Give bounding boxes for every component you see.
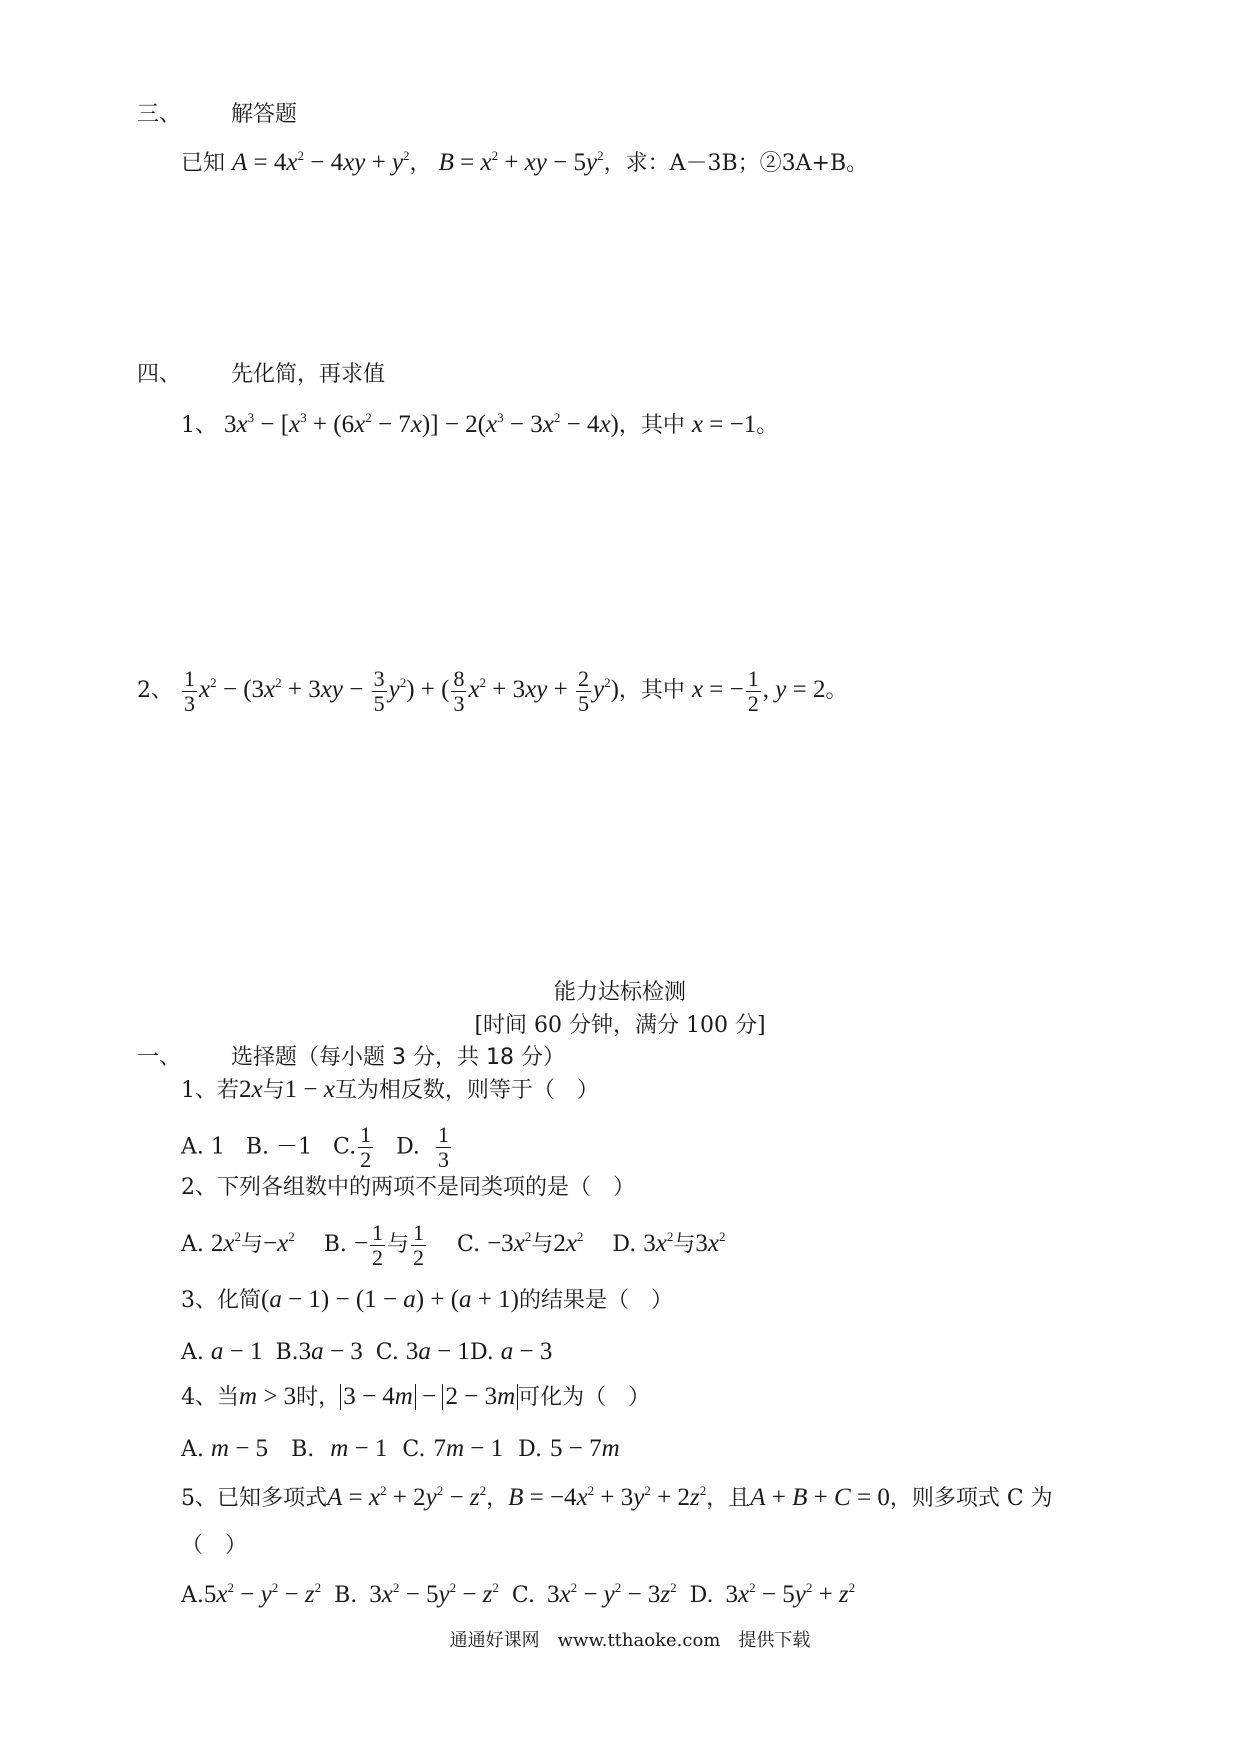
formula-2x: 2x — [239, 1076, 263, 1103]
section3-title: 解答题 — [231, 102, 298, 127]
choice-question-4 — [181, 1382, 650, 1413]
section4-number: 四、 — [137, 362, 182, 387]
option-a: A. — [181, 1232, 204, 1258]
formula-option-b: − $\frac{1}{2}$ — [353, 1220, 384, 1270]
question-text: 时， — [296, 1385, 341, 1410]
choice-question-2: 2、下列各组数中的两项不是同类项的是（ ） — [181, 1175, 635, 1200]
formula-sum: A + B + C = 0 — [750, 1484, 890, 1511]
option-b: B. — [323, 1232, 347, 1258]
choice-options-4 — [181, 1434, 620, 1465]
formula-a: $A = 4x^2 - 4xy + y^2$ — [232, 148, 410, 176]
option-b: B. — [334, 1583, 358, 1608]
footer-text: 通通好课网 www.tthaoke.com 提供下载 — [449, 1630, 811, 1651]
fraction-third: $\frac{1}{3}$ — [437, 1122, 449, 1172]
choice-options-3 — [181, 1337, 552, 1368]
question-number: 2、 — [137, 678, 173, 704]
question-text: 互为相反数，则等于（ ） — [334, 1078, 599, 1103]
formula-option-c2: $2x^2$ — [553, 1229, 584, 1258]
section3-question — [181, 148, 868, 179]
formula-option-c: 3a − 1 — [405, 1338, 470, 1365]
formula-option-a: $2x^2$ — [210, 1229, 241, 1258]
formula-option-d: 5 − 7m — [549, 1435, 620, 1462]
test-subtitle: [时间 60 分钟，满分 100 分] — [474, 1013, 766, 1038]
option-c: C. — [402, 1437, 426, 1462]
formula-option-b: m − 1 — [330, 1435, 388, 1462]
connector: 与 — [387, 1232, 410, 1258]
section3-heading — [137, 100, 297, 130]
formula-option-d: $3x^2 - 5y^2 + z^2$ — [725, 1580, 856, 1608]
formula-option-b: 3a − 3 — [298, 1338, 363, 1365]
formula-1-minus-x: 1 − x — [284, 1076, 335, 1103]
formula-q4: 3 − 4m − 2 − 3m — [340, 1383, 518, 1410]
question-text: ，且 — [706, 1486, 751, 1511]
option-c: C. — [511, 1583, 535, 1608]
formula-option-b2: $\frac{1}{2}$ — [413, 1220, 425, 1270]
formula-option-d: a − 3 — [500, 1338, 553, 1365]
formula-condition-1: x = −1 — [691, 411, 757, 438]
option-a: A. — [181, 1583, 204, 1608]
section1-heading — [137, 1043, 565, 1073]
separator: ， — [409, 151, 432, 176]
formula-expression-1: $3x^3 - [x^3 + (6x^2 - 7x)] - 2(x^3 - 3x^2 - 4x)$ — [224, 410, 619, 438]
option-c: C. — [457, 1232, 481, 1258]
choice-question-5: 5、已知多项式$A = x^2 + 2y^2 - z^2$，$B = -4x^2 + 3y^2 + 2z^2$，且A + B + C = 0，则多项式 C 为 — [181, 1483, 1053, 1511]
question-text: 的结果是（ ） — [518, 1288, 673, 1313]
choice-question-3 — [181, 1285, 673, 1316]
option-c: C. — [333, 1134, 357, 1160]
option-d: D. — [518, 1437, 542, 1462]
connector: 与 — [673, 1232, 696, 1258]
section4-question-2: 2、 $\frac{1}{3}$ $x^2 - (3x^2 + 3xy$ − $\frac{3}{5}$ $y^2$) + ( $\frac{8}{3}$ $x^2 + 3xy$ + $\frac{2}{5}$ $y^2$)，其中 x = − $\frac{1}{2}$ , y = 2。 — [137, 666, 848, 716]
question-prefix: 已知 — [181, 151, 226, 176]
option-a: A. 1 — [181, 1134, 225, 1160]
formula-option-a2: $-x^2$ — [263, 1229, 295, 1258]
section1-number: 一、 — [137, 1045, 182, 1070]
option-b: B. — [291, 1437, 315, 1462]
section1-title: 选择题（每小题 3 分，共 18 分） — [231, 1045, 565, 1070]
question-text: ，则多项式 C 为 — [889, 1486, 1053, 1511]
option-a: A. — [181, 1340, 204, 1365]
connector: 与 — [241, 1232, 264, 1258]
formula-option-d: $3x^2$ — [643, 1229, 674, 1258]
choice-options-2 — [181, 1222, 726, 1269]
formula-condition: m > 3 — [239, 1383, 297, 1410]
formula-b: $B = x^2$ + xy − $5y^2$ — [438, 148, 604, 176]
option-b: B. — [275, 1340, 299, 1365]
formula-expression-2: $\frac{1}{3}$ $x^2 - (3x^2 + 3xy$ − $\frac{3}{5}$ $y^2$) + ( $\frac{8}{3}$ $x^2 + 3xy$ + $\frac{2}{5}$ $y^2$) — [184, 666, 619, 716]
question-ask: ，求：A－3B；②3A+B。 — [603, 151, 869, 176]
formula-option-c: $-3x^2$ — [487, 1229, 532, 1258]
question-text: 1、若 — [181, 1078, 239, 1103]
choice-question-5-paren: （ ） — [181, 1533, 248, 1558]
formula-option-c: $3x^2 - y^2 - 3z^2$ — [546, 1580, 677, 1608]
option-a: A. — [181, 1437, 204, 1462]
choice-options-1 — [181, 1124, 453, 1171]
option-b: B. －1 — [245, 1134, 313, 1160]
choice-options-5 — [181, 1580, 855, 1611]
formula-option-a: m − 5 — [210, 1435, 269, 1462]
choice-question-1 — [181, 1075, 599, 1106]
formula-option-c: 7m − 1 — [433, 1435, 504, 1462]
formula-q3: (a − 1) − (1 − a) + (a + 1) — [261, 1286, 519, 1313]
question-number: 1、 — [181, 413, 217, 438]
fraction-half: $\frac{1}{2}$ — [360, 1122, 372, 1172]
section3-number: 三、 — [137, 102, 182, 127]
option-c: C. — [375, 1340, 399, 1365]
section4-title: 先化简，再求值 — [231, 362, 386, 387]
formula-option-d2: $3x^2$ — [695, 1229, 726, 1258]
formula-option-a: $5x^2 - y^2 - z^2$ — [203, 1580, 322, 1608]
option-d: D. — [612, 1232, 637, 1258]
option-d: D. — [689, 1583, 714, 1608]
formula-option-a: a − 1 — [210, 1338, 263, 1365]
section4-heading — [137, 360, 385, 390]
question-text: 可化为（ ） — [518, 1385, 651, 1410]
question-text: 与 — [262, 1078, 285, 1103]
formula-a: $A = x^2 + 2y^2 - z^2$ — [327, 1483, 487, 1511]
section4-question-1: 1、 $3x^3 - [x^3 + (6x^2 - 7x)] - 2(x^3 - 3x^2 - 4x)$，其中 x = −1。 — [181, 410, 779, 438]
formula-condition-2: x = − $\frac{1}{2}$ , y = 2 — [691, 666, 826, 716]
test-title: 能力达标检测 — [553, 980, 686, 1005]
question-tail: ，其中 — [618, 678, 685, 704]
question-text: 5、已知多项式 — [181, 1486, 327, 1511]
connector: 与 — [531, 1232, 554, 1258]
formula-b: $B = -4x^2 + 3y^2 + 2z^2$ — [508, 1483, 707, 1511]
formula-option-b: $3x^2 - 5y^2 - z^2$ — [369, 1580, 499, 1608]
question-text: 4、当 — [181, 1385, 239, 1410]
option-d: D. — [396, 1134, 420, 1160]
question-tail: ，其中 — [618, 413, 685, 438]
question-text: 3、化简 — [181, 1288, 261, 1313]
option-d: D. — [469, 1340, 494, 1365]
